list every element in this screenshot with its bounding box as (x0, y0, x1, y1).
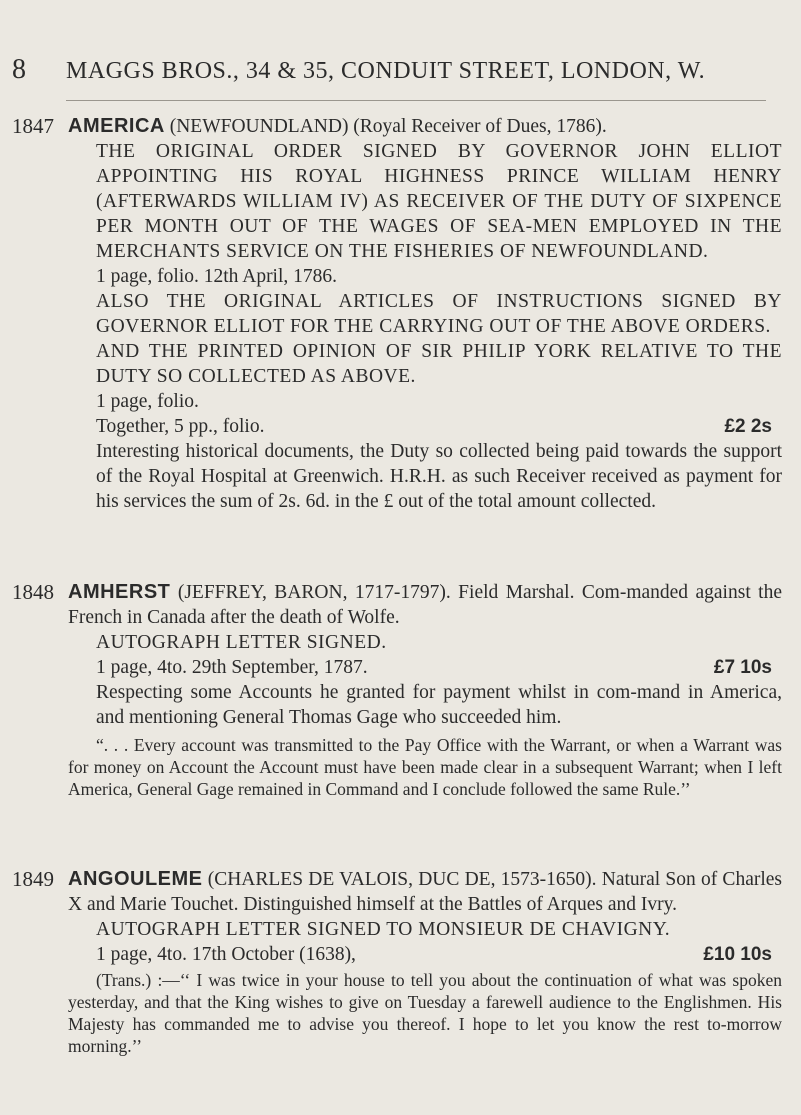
entry-title: THE ORIGINAL ORDER SIGNED BY GOVERNOR JOHN ELLIOT APPOINTING HIS ROYAL HIGHNESS PRINCE WILLIAM HENRY (AFTERWARDS WILLIAM IV) AS RECEIVER OF THE DUTY OF SIXPENCE PER MONTH OUT OF THE WAGES OF SEA-MEN EMPLOYED IN THE MERCHANTS SERVICE ON THE FISHERIES OF NEWFOUNDLAND. (96, 141, 782, 262)
entry-heading: AMERICA (68, 115, 165, 137)
page-header (12, 54, 772, 86)
catalogue-entry (12, 580, 782, 800)
price-row (68, 655, 782, 680)
entry-quote: “. . . Every account was transmitted to the Pay Office with the Warrant, or when a Warrant was for money on Account the Account must have been made clear in a subsequent Warrant; when I left America, General Gage remained in Command and I conclude followed the same Rule.’’ (68, 735, 782, 799)
entry-title-3: AND THE PRINTED OPINION OF SIR PHILIP YORK RELATIVE TO THE DUTY SO COLLECTED AS ABOVE. (96, 341, 782, 387)
lot-number: 1847 (12, 114, 54, 138)
entry-price: £10 10s (703, 944, 772, 965)
entry-description-2: 1 page, folio. (96, 391, 199, 412)
entry-heading: AMHERST (68, 581, 171, 603)
publisher-line: MAGGS BROS., 34 & 35, CONDUIT STREET, LONDON, W. (66, 58, 706, 84)
lot-number: 1848 (12, 580, 54, 604)
entry-price: £7 10s (713, 657, 772, 678)
entry-translation: (Trans.) :—‘‘ I was twice in your house to tell you about the continuation of what was spoken yesterday, and that the King wishes to give on Tuesday a farewell audience to the Englishmen. His Majesty has commanded me to advise you thereof. I hope to let you know the rest to-morrow morning.’’ (68, 970, 782, 1056)
entry-heading: ANGOULEME (68, 868, 203, 890)
price-row (68, 414, 782, 439)
header-rule (66, 100, 766, 101)
entry-description: 1 page, 4to. 29th September, 1787. (96, 657, 368, 678)
entry-title: AUTOGRAPH LETTER SIGNED TO MONSIEUR DE CHAVIGNY. (96, 919, 671, 940)
entry-subject: (NEWFOUNDLAND) (Royal Receiver of Dues, 1786). (169, 116, 607, 137)
entry-together: Together, 5 pp., folio. (96, 416, 265, 437)
page-number: 8 (12, 54, 27, 85)
entry-price: £2 2s (724, 416, 772, 437)
entry-note: Respecting some Accounts he granted for payment whilst in com-mand in America, and mentioning General Thomas Gage who succeeded him. (96, 682, 782, 728)
entry-description: 1 page, folio. 12th April, 1786. (96, 266, 338, 287)
catalogue-entry (12, 867, 782, 1057)
entry-note: Interesting historical documents, the Duty so collected being paid towards the support of the Royal Hospital at Greenwich. H.R.H. as such Receiver received as payment for his services the sum of 2s. 6d. in the £ out of the total amount collected. (96, 441, 782, 512)
entry-subject: (CHARLES DE VALOIS, DUC DE, 1573-1650). Natural Son of Charles X and Marie Touchet. Distinguished himself at the Battles of Arques and Ivry. (68, 869, 782, 915)
catalogue-entry (12, 114, 782, 514)
entry-title: AUTOGRAPH LETTER SIGNED. (96, 632, 387, 653)
entry-title-2: ALSO THE ORIGINAL ARTICLES OF INSTRUCTIONS SIGNED BY GOVERNOR ELLIOT FOR THE CARRYING OUT OF THE ABOVE ORDERS. (96, 291, 782, 337)
price-row (68, 942, 782, 967)
lot-number: 1849 (12, 867, 54, 891)
entry-description: 1 page, 4to. 17th October (1638), (96, 944, 356, 965)
entry-subject: (JEFFREY, BARON, 1717-1797). Field Marshal. Com-manded against the French in Canada after the death of Wolfe. (68, 582, 782, 628)
